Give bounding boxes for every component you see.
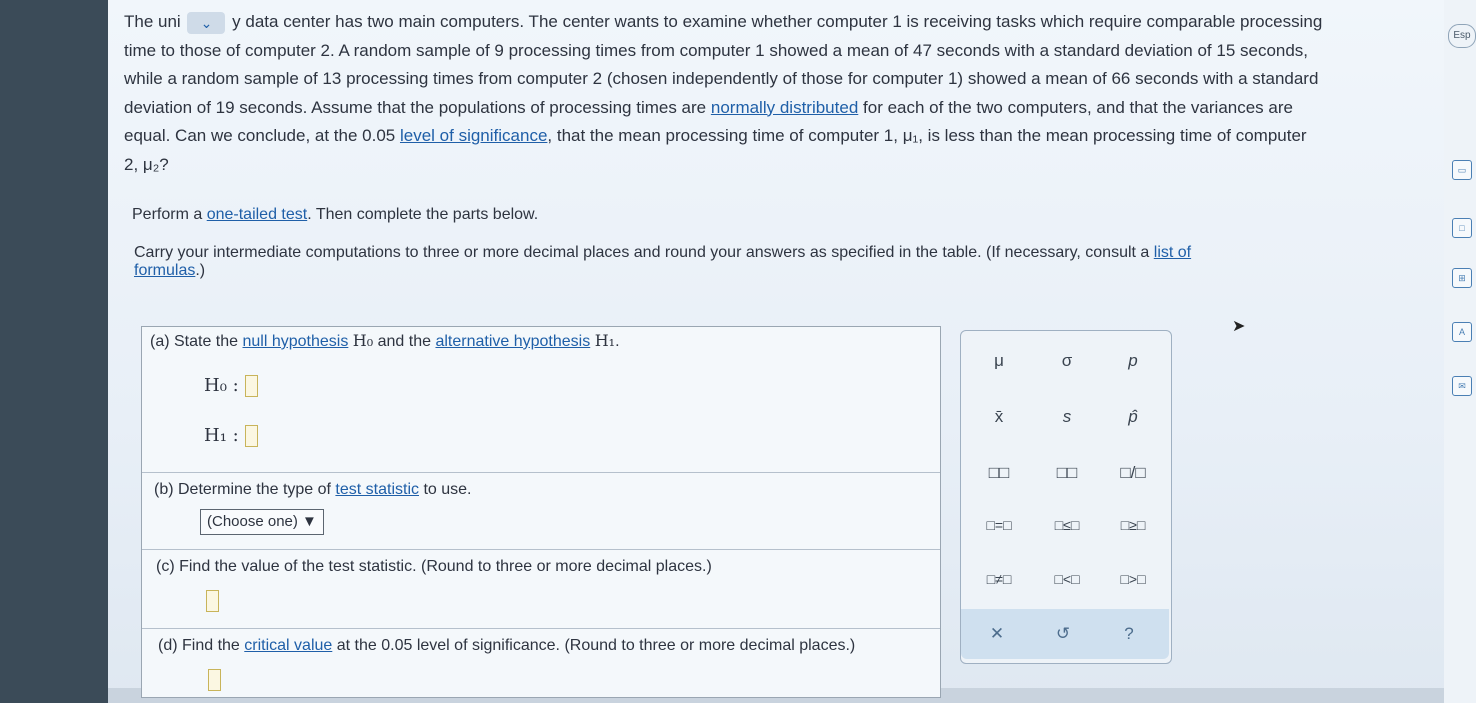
answer-table: [141, 326, 941, 698]
calculator-icon[interactable]: ▭: [1452, 160, 1472, 180]
part-text: (b) Determine the type of: [154, 481, 331, 498]
clear-icon[interactable]: ✕: [989, 624, 1005, 643]
problem-line-1: [124, 8, 1424, 37]
h1-row: [204, 425, 258, 447]
h1-label: H₁ :: [204, 425, 239, 446]
problem-line-6: 2, μ₂?: [124, 154, 169, 174]
instruction-text: .): [195, 262, 206, 279]
problem-text: y data center has two main computers. The center wants to examine whether computer 1 is receiving tasks which require comparable processing: [232, 12, 1323, 31]
h1-symbol: H₁: [594, 331, 616, 350]
subscript-button[interactable]: □□: [1056, 463, 1078, 482]
problem-statement: [124, 8, 1424, 179]
critical-value-input[interactable]: [208, 669, 221, 691]
h1-input[interactable]: [245, 425, 258, 447]
null-hypothesis-link[interactable]: null hypothesis: [242, 333, 349, 350]
part-b-section: [142, 473, 940, 550]
undo-icon[interactable]: ↺: [1055, 624, 1071, 643]
part-text: (a) State the: [150, 333, 239, 350]
table-icon[interactable]: ⊞: [1452, 268, 1472, 288]
math-palette: [960, 330, 1172, 664]
less-equal-button[interactable]: □≤□: [1054, 517, 1080, 533]
right-rail: [1444, 0, 1476, 703]
not-equal-button[interactable]: □≠□: [986, 571, 1012, 587]
part-text: and the: [377, 333, 432, 350]
problem-text: , that the mean processing time of computer 1, μ₁, is less than the mean processing time of computer: [547, 126, 1307, 145]
test-statistic-input[interactable]: [206, 590, 219, 612]
part-d-prompt: [158, 637, 855, 655]
alternative-hypothesis-link[interactable]: alternative hypothesis: [435, 333, 591, 350]
part-text: to use.: [423, 481, 472, 498]
instruction-text: Perform a: [132, 206, 203, 223]
perform-instruction: [132, 206, 538, 224]
normally-distributed-link[interactable]: normally distributed: [710, 97, 859, 117]
part-d-section: [142, 629, 940, 697]
mouse-cursor-icon: ➤: [1232, 318, 1246, 335]
help-icon[interactable]: ?: [1124, 624, 1134, 643]
carry-instruction-cont: [134, 262, 205, 280]
h0-symbol: H₀: [352, 331, 374, 350]
language-toggle-label: Esp: [1453, 30, 1471, 41]
problem-text: The uni: [124, 12, 181, 31]
less-than-button[interactable]: □<□: [1054, 571, 1080, 587]
list-of-formulas-link[interactable]: list of: [1153, 244, 1192, 261]
xbar-button[interactable]: x̄: [994, 407, 1004, 426]
greater-equal-button[interactable]: □≥□: [1120, 517, 1146, 533]
chevron-down-icon[interactable]: ⌄: [187, 12, 225, 34]
part-text: (d) Find the: [158, 637, 240, 654]
part-text: at the 0.05 level of significance. (Round to three or more decimal places.): [336, 637, 856, 654]
instruction-text: Carry your intermediate computations to three or more decimal places and round your answers as specified in the table. (If necessary, consult a: [134, 244, 1150, 261]
guided-solution-icon[interactable]: □: [1452, 218, 1472, 238]
one-tailed-test-link[interactable]: one-tailed test: [206, 206, 308, 223]
problem-line-3: while a random sample of 13 processing times from computer 2 (chosen independently of those for computer 1) showed a mean of 66 seconds with a standard: [124, 69, 1319, 88]
h0-row: [204, 375, 258, 397]
equals-button[interactable]: □=□: [986, 517, 1012, 533]
part-c-prompt: (c) Find the value of the test statistic. (Round to three or more decimal places.): [156, 558, 712, 575]
monitor-left-frame: [0, 0, 108, 703]
h0-label: H₀ :: [204, 375, 239, 396]
problem-text: for each of the two computers, and that the variances are: [863, 97, 1293, 117]
problem-line-2: time to those of computer 2. A random sample of 9 processing times from computer 1 showed a mean of 47 seconds with a standard deviation of 15 seconds,: [124, 40, 1309, 60]
level-of-significance-link[interactable]: level of significance: [399, 126, 548, 145]
part-text: .: [615, 333, 620, 350]
formulas-link[interactable]: formulas: [134, 262, 196, 279]
s-button[interactable]: s: [1062, 407, 1072, 426]
language-toggle-button[interactable]: [1448, 24, 1476, 48]
test-statistic-link[interactable]: test statistic: [335, 481, 419, 498]
test-statistic-select[interactable]: (Choose one) ▼: [200, 509, 324, 535]
palette-action-bar: [961, 609, 1169, 659]
problem-line-5: [124, 122, 1424, 151]
mu-button[interactable]: μ: [994, 351, 1004, 370]
instruction-text: . Then complete the parts below.: [307, 206, 539, 223]
problem-text: equal. Can we conclude, at the 0.05: [124, 126, 396, 145]
sigma-button[interactable]: σ: [1061, 351, 1073, 370]
greater-than-button[interactable]: □>□: [1120, 571, 1146, 587]
critical-value-link[interactable]: critical value: [244, 637, 333, 654]
part-a-section: [142, 327, 940, 473]
h0-input[interactable]: [245, 375, 258, 397]
phat-button[interactable]: p̂: [1128, 407, 1138, 426]
part-a-prompt: [150, 331, 620, 351]
part-b-prompt: [154, 481, 471, 499]
problem-line-4: [124, 94, 1424, 123]
p-button[interactable]: p: [1128, 351, 1138, 370]
fraction-button[interactable]: □/□: [1120, 463, 1146, 482]
carry-instruction: [134, 244, 1191, 262]
problem-text: deviation of 19 seconds. Assume that the populations of processing times are: [124, 97, 707, 117]
superscript-button[interactable]: □□: [988, 463, 1010, 482]
mail-icon[interactable]: ✉: [1452, 376, 1472, 396]
text-size-icon[interactable]: A: [1452, 322, 1472, 342]
part-c-section: [142, 550, 940, 629]
